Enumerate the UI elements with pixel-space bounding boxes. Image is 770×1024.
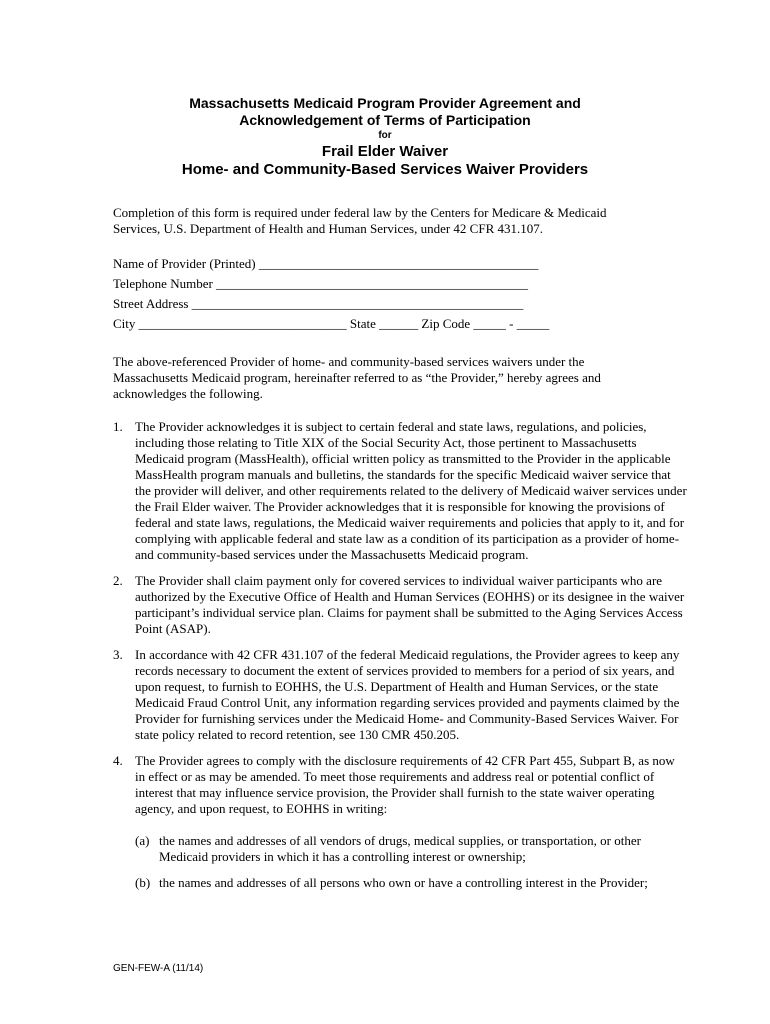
- subtitle-line-2: Home- and Community-Based Services Waiver Providers: [181, 161, 589, 178]
- intro-paragraph: Completion of this form is required under federal law by the Centers for Medicare & Medicaid Services, U.S. Department of Health and Human Services, under 42 CFR 431.107.: [113, 205, 607, 236]
- list-item-text: The Provider agrees to comply with the disclosure requirements of 42 CFR Part 455, Subpart B, as now in effect or as may be amended. To meet those requirements and address real or potential conflict of interest that may influence service provision, the Provider shall furnish to the state waiver operating agency, and upon request, to EOHHS in writing:: [135, 753, 675, 816]
- sublist-item-text: the names and addresses of all persons who own or have a controlling interest in the Provider;: [159, 875, 648, 890]
- list-item: [113, 647, 688, 743]
- list-item-text: The Provider acknowledges it is subject to certain federal and state laws, regulations, and policies, including those relating to Title XIX of the Social Security Act, those pertinent to Massachusetts Medicaid program (MassHealth), official written policy as transmitted to the Provider in the applicable MassHealth program manuals and bulletins, the standards for the specific Medicaid waiver service that the provider will deliver, and other requirements related to the delivery of Medicaid waiver services under the Frail Elder waiver. The Provider acknowledges that it is responsible for knowing the provisions of federal and state laws, regulations, the Medicaid waiver requirements and policies that apply to it, and for complying with applicable federal and state law as a condition of its participation as a provider of home- and community-based services under the Massachusetts Medicaid program.: [135, 419, 687, 562]
- document-title: [0, 95, 770, 129]
- list-item-number: 3.: [113, 647, 123, 662]
- list-item-text: In accordance with 42 CFR 431.107 of the federal Medicaid regulations, the Provider agrees to keep any records necessary to document the extent of services provided to members for a period of six years, and upon request, to furnish to EOHHS, the U.S. Department of Health and Human Services, or the state Medicaid Fraud Control Unit, any information regarding services provided and payments claimed by the Provider for furnishing services under the Medicaid Home- and Community-Based Services Waiver. For state policy related to record retention, see 130 CMR 450.205.: [135, 647, 680, 742]
- title-line-1: Massachusetts Medicaid Program Provider Agreement and: [189, 95, 581, 111]
- list-item: [113, 753, 688, 817]
- provider-name-field[interactable]: Name of Provider (Printed) ___________________________________________: [113, 256, 539, 271]
- form-code-footer: GEN-FEW-A (11/14): [113, 963, 204, 974]
- list-item-text: The Provider shall claim payment only for covered services to individual waiver participants who are authorized by the Executive Office of Health and Human Services (EOHHS) or its designee in the waiver participant’s individual service plan. Claims for payment shall be submitted to the Aging Services Access Point (ASAP).: [135, 573, 685, 636]
- list-item-number: 1.: [113, 419, 123, 434]
- telephone-field[interactable]: Telephone Number ________________________________________________: [113, 276, 529, 291]
- title-for: for: [378, 130, 392, 141]
- city-state-zip-field[interactable]: City ________________________________ State ______ Zip Code _____ - _____: [113, 316, 550, 331]
- street-address-field[interactable]: Street Address ___________________________________________________: [113, 296, 524, 311]
- sublist-item: [113, 833, 688, 865]
- subtitle-line-1: Frail Elder Waiver: [321, 143, 449, 160]
- list-item-number: 4.: [113, 753, 123, 768]
- document-subtitle: [0, 143, 770, 179]
- sublist-item-text: the names and addresses of all vendors of drugs, medical supplies, or transportation, or other Medicaid providers in which it has a controlling interest or ownership;: [159, 833, 641, 864]
- list-item: [113, 573, 688, 637]
- list-item-number: 2.: [113, 573, 123, 588]
- sublist-item-label: (a): [135, 833, 150, 848]
- terms-list: [113, 419, 688, 901]
- title-line-2: Acknowledgement of Terms of Participation: [239, 112, 531, 128]
- disclosure-sublist: [113, 833, 688, 891]
- sublist-item: [113, 875, 688, 891]
- provider-info-fields: [113, 254, 673, 334]
- preamble-paragraph: The above-referenced Provider of home- and community-based services waivers under the Massachusetts Medicaid program, hereinafter referred to as “the Provider,” hereby agrees and acknowledges the following.: [113, 354, 601, 401]
- sublist-item-label: (b): [135, 875, 151, 890]
- list-item: [113, 419, 688, 563]
